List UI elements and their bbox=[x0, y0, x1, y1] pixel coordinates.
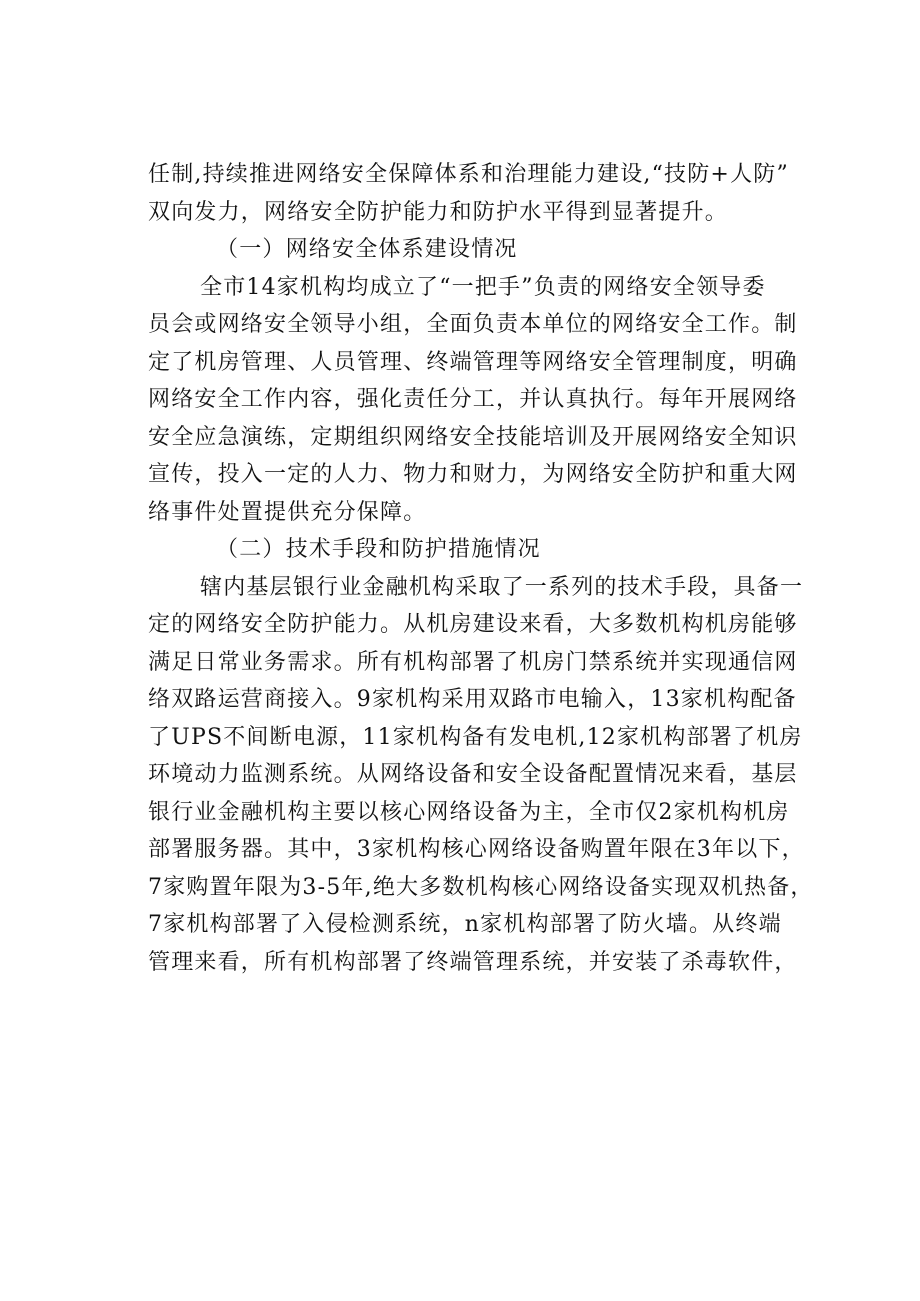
text-line: 管理来看，所有机构部署了终端管理系统，并安装了杀毒软件， bbox=[148, 949, 798, 975]
paragraph bbox=[148, 156, 808, 231]
text-line: 定了机房管理、人员管理、终端管理等网络安全管理制度，明确 bbox=[148, 349, 798, 375]
document-body bbox=[148, 156, 814, 981]
text-line: 银行业金融机构主要以核心网络设备为主，全市仅2家机构机房 bbox=[148, 799, 790, 825]
text-line: 7家购置年限为3-5年,绝大多数机构核心网络设备实现双机热备， bbox=[148, 874, 814, 900]
text-line: 部署服务器。其中，3家机构核心网络设备购置年限在3年以下， bbox=[148, 837, 805, 862]
text-line: 安全应急演练，定期组织网络安全技能培训及开展网络安全知识 bbox=[148, 424, 798, 450]
section-heading bbox=[148, 231, 808, 269]
text-line: 络双路运营商接入。9家机构采用双路市电输入，13家机构配备 bbox=[148, 687, 797, 712]
text-line: 员会或网络安全领导小组，全面负责本单位的网络安全工作。制 bbox=[148, 312, 798, 337]
paragraph bbox=[148, 569, 814, 982]
text-line: 任制,持续推进网络安全保障体系和治理能力建设,“技防+人防” bbox=[148, 162, 789, 187]
text-line: 7家机构部署了入侵检测系统，n家机构部署了防火墙。从终端 bbox=[148, 912, 782, 937]
text-line: 双向发力，网络安全防护能力和防护水平得到显著提升。 bbox=[148, 199, 729, 225]
text-line: 络事件处置提供充分保障。 bbox=[148, 499, 427, 525]
text-line: 网络安全工作内容，强化责任分工，并认真执行。每年开展网络 bbox=[148, 387, 798, 412]
text-line: 了UPS不间断电源，11家机构备有发电机,12家机构部署了机房 bbox=[148, 724, 803, 750]
text-line: 宣传，投入一定的人力、物力和财力，为网络安全防护和重大网 bbox=[148, 462, 798, 487]
text-line: 全市14家机构均成立了“一把手”负责的网络安全领导委 bbox=[200, 274, 766, 300]
text-line: 满足日常业务需求。所有机构部署了机房门禁系统并实现通信网 bbox=[148, 649, 798, 675]
section-heading bbox=[148, 531, 808, 569]
paragraph bbox=[148, 269, 808, 532]
text-line: （一）网络安全体系建设情况 bbox=[216, 237, 518, 262]
text-line: 定的网络安全防护能力。从机房建设来看，大多数机构机房能够 bbox=[148, 612, 798, 637]
text-line: （二）技术手段和防护措施情况 bbox=[216, 537, 541, 562]
text-line: 辖内基层银行业金融机构采取了一系列的技术手段，具备一 bbox=[200, 574, 804, 600]
text-line: 环境动力监测系统。从网络设备和安全设备配置情况来看，基层 bbox=[148, 762, 798, 787]
